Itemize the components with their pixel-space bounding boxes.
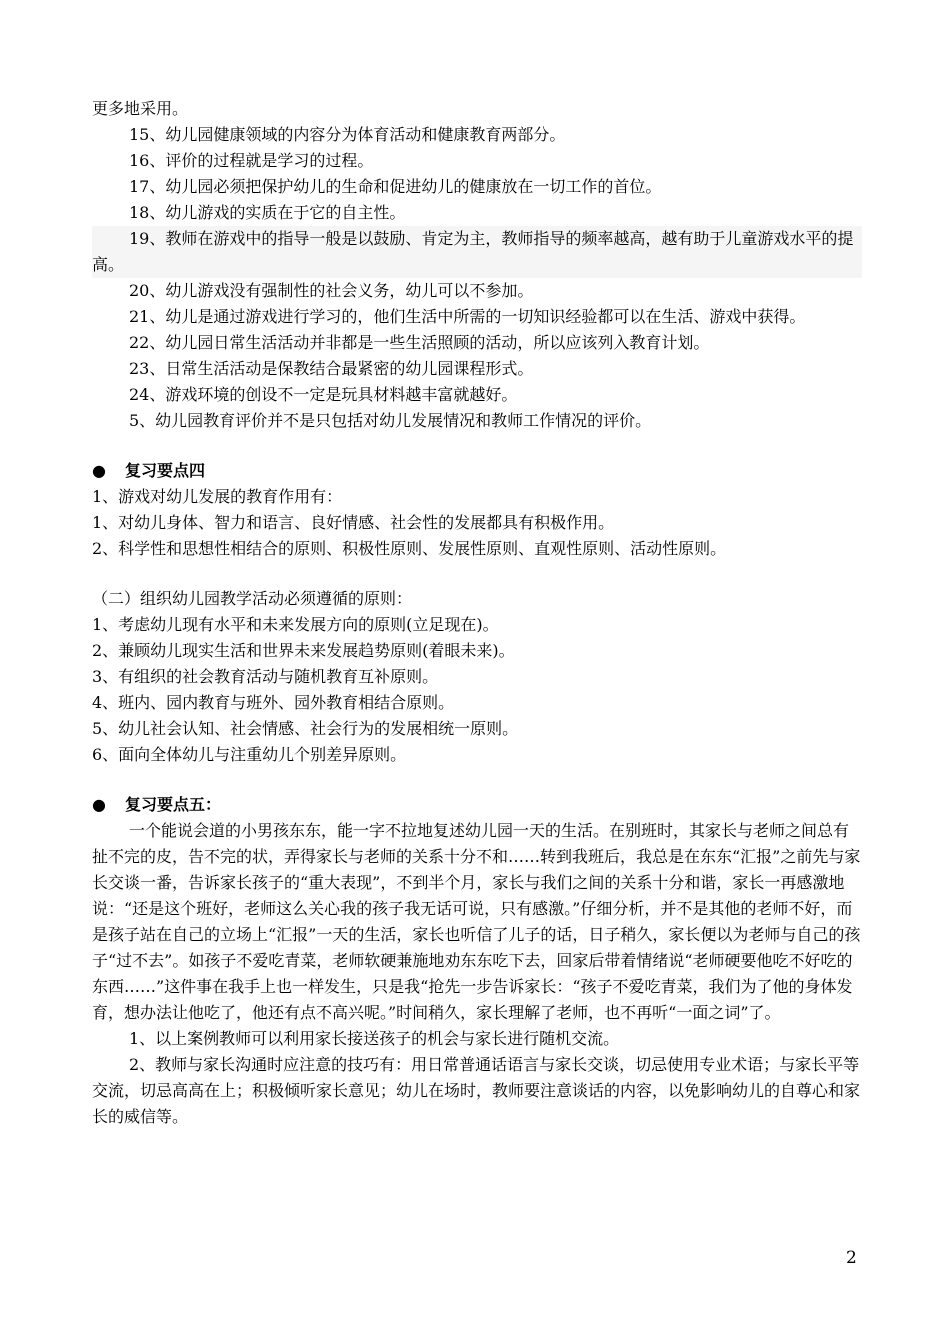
answer-2: 2、教师与家长沟通时应注意的技巧有：用日常普通话语言与家长交谈，切忌使用专业术语；与家长平等交流，切忌高高在上；积极倾听家长意见；幼儿在场时，教师要注意谈话的内容，以免影响幼儿的自尊心和家长的威信等。 xyxy=(92,1055,861,1126)
list-item: 6、面向全体幼儿与注重幼儿个别差异原则。 xyxy=(92,745,407,764)
list-item: 1、考虑幼儿现有水平和未来发展方向的原则(立足现在)。 xyxy=(92,615,499,634)
statement-17: 17、幼儿园必须把保护幼儿的生命和促进幼儿的健康放在一切工作的首位。 xyxy=(129,177,662,196)
statement-16: 16、评价的过程就是学习的过程。 xyxy=(129,151,374,170)
statement-23: 23、日常生活活动是保教结合最紧密的幼儿园课程形式。 xyxy=(129,359,534,378)
list-item: 1、对幼儿身体、智力和语言、良好情感、社会性的发展都具有积极作用。 xyxy=(92,513,615,532)
statement-5: 5、幼儿园教育评价并不是只包括对幼儿发展情况和教师工作情况的评价。 xyxy=(129,411,652,430)
list-item: 5、幼儿社会认知、社会情感、社会行为的发展相统一原则。 xyxy=(92,719,519,738)
list-item: 2、科学性和思想性相结合的原则、积极性原则、发展性原则、直观性原则、活动性原则。 xyxy=(92,539,727,558)
spacer xyxy=(92,434,862,458)
statement-24: 24、游戏环境的创设不一定是玩具材料越丰富就越好。 xyxy=(129,385,518,404)
list-item: 3、有组织的社会教育活动与随机教育互补原则。 xyxy=(92,667,439,686)
statement-21: 21、幼儿是通过游戏进行学习的，他们生活中所需的一切知识经验都可以在生活、游戏中获得。 xyxy=(129,307,806,326)
page-number: 2 xyxy=(846,1248,857,1268)
list-item: 4、班内、园内教育与班外、园外教育相结合原则。 xyxy=(92,693,455,712)
document-page xyxy=(92,96,862,1130)
statement-20: 20、幼儿游戏没有强制性的社会义务，幼儿可以不参加。 xyxy=(129,281,534,300)
statement-15: 15、幼儿园健康领域的内容分为体育活动和健康教育两部分。 xyxy=(129,125,566,144)
statement-18: 18、幼儿游戏的实质在于它的自主性。 xyxy=(129,203,406,222)
section-heading-5 xyxy=(92,792,862,818)
section-heading-4 xyxy=(92,458,862,484)
spacer xyxy=(92,562,862,586)
list-item: 2、兼顾幼儿现实生活和世界未来发展趋势原则(着眼未来)。 xyxy=(92,641,515,660)
section-title: 复习要点四 xyxy=(125,461,206,480)
principles-title: （二）组织幼儿园教学活动必须遵循的原则： xyxy=(92,589,413,608)
statement-19: 19、教师在游戏中的指导一般是以鼓励、肯定为主，教师指导的频率越高，越有助于儿童游戏水平的提高。 xyxy=(92,226,862,278)
list-item: 1、游戏对幼儿发展的教育作用有： xyxy=(92,487,343,506)
bullet-icon: ● xyxy=(92,795,106,814)
section-title: 复习要点五： xyxy=(125,795,222,814)
bullet-icon: ● xyxy=(92,461,106,480)
answer-1: 1、以上案例教师可以利用家长接送孩子的机会与家长进行随机交流。 xyxy=(129,1029,620,1048)
paragraph-continuation: 更多地采用。 xyxy=(92,99,189,118)
statement-22: 22、幼儿园日常生活活动并非都是一些生活照顾的活动，所以应该列入教育计划。 xyxy=(129,333,710,352)
spacer xyxy=(92,768,862,792)
case-story: 一个能说会道的小男孩东东，能一字不拉地复述幼儿园一天的生活。在别班时，其家长与老师之间总有扯不完的皮，告不完的状，弄得家长与老师的关系十分不和……转到我班后，我总是在东东“汇报”之前先与家长交谈一番，告诉家长孩子的“重大表现”，不到半个月，家长与我们之间的关系十分和谐，家长一再感激地说：“还是这个班好，老师这么关心我的孩子我无话可说，只有感激。”仔细分析，并不是其他的老师不好，而是孩子站在自己的立场上“汇报”一天的生活，家长也听信了儿子的话，日子稍久，家长便以为老师与自己的孩子“过不去”。如孩子不爱吃青菜，老师软硬兼施地劝东东吃下去，回家后带着情绪说“老师硬要他吃不好吃的东西……”这件事在我手上也一样发生，只是我“抢先一步告诉家长：“孩子不爱吃青菜，我们为了他的身体发育，想办法让他吃了，他还有点不高兴呢。”时间稍久，家长理解了老师，也不再听“一面之词”了。 xyxy=(92,821,861,1022)
